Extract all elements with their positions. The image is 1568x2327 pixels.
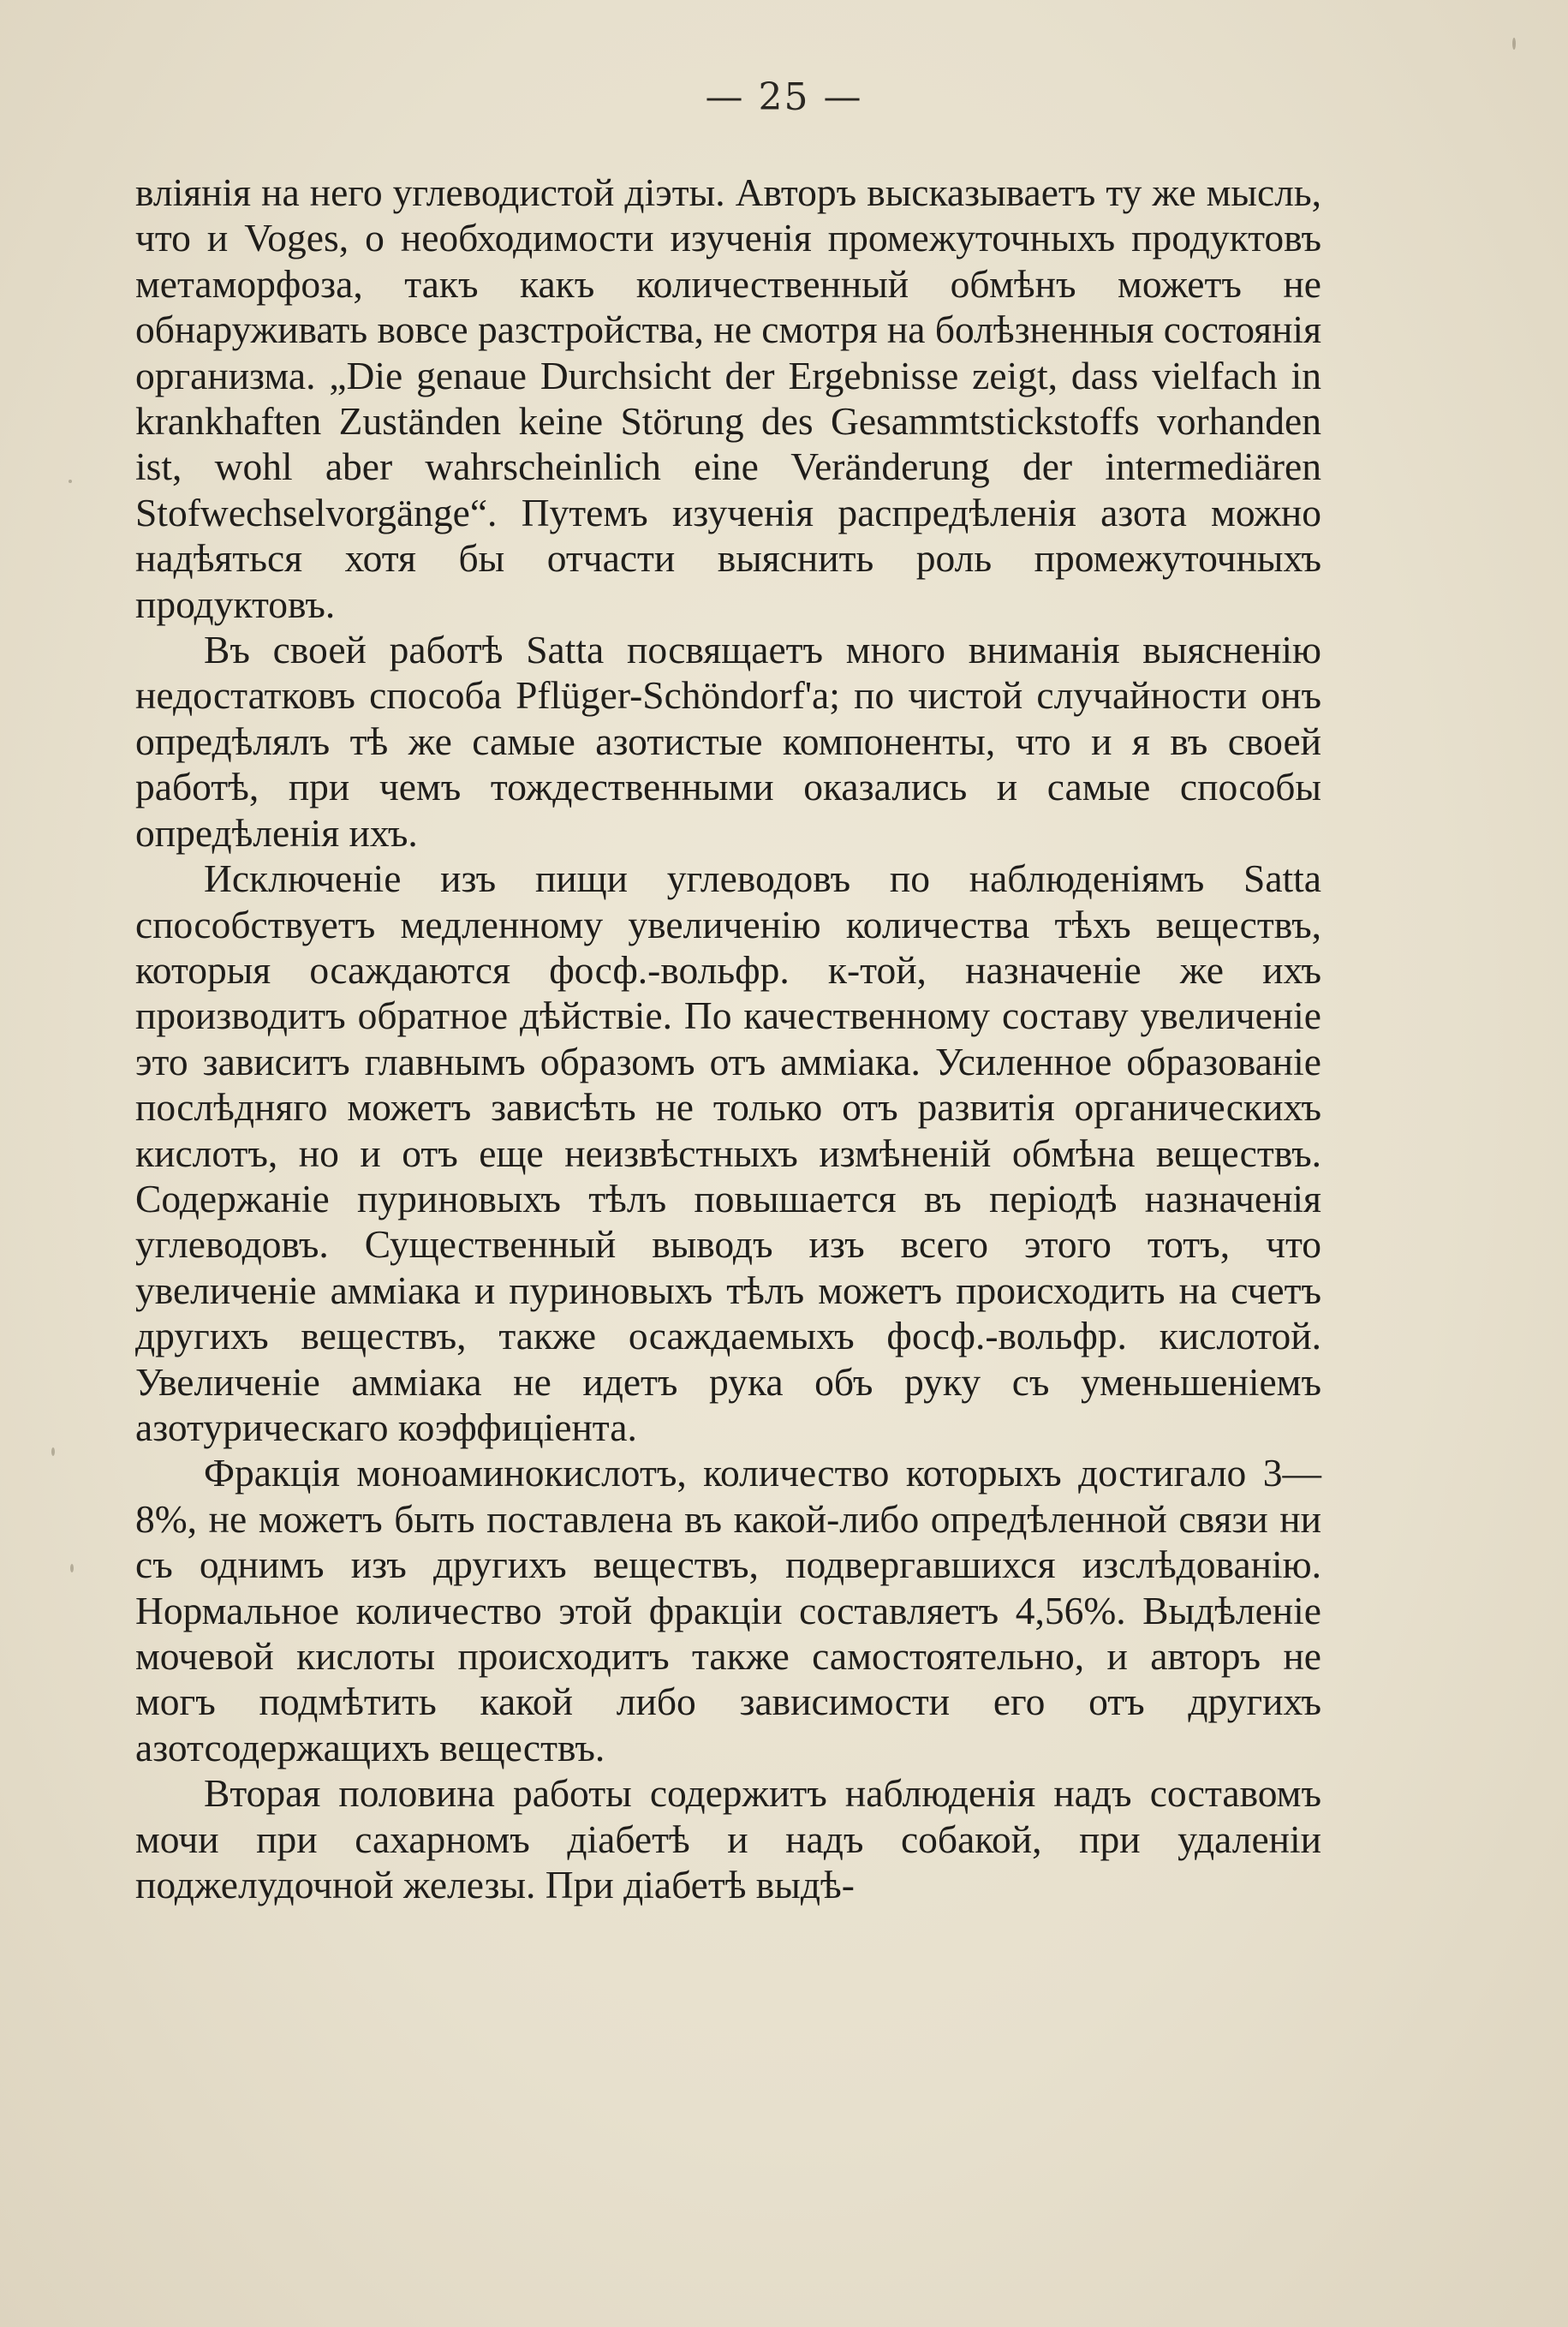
margin-mark xyxy=(69,480,72,483)
paragraph-3: Исключеніе изъ пищи углеводовъ по наблюденіямъ Satta способствуетъ медленному увеличенію количества тѣхъ веществъ, которыя осаждаются фосф.-вольфр. к-той, назначеніе же ихъ производитъ обратное дѣйствіе. По качественному составу увеличеніе это зависитъ главнымъ образомъ отъ аммiака. Усиленное образованіе послѣдняго можетъ зависѣть не только отъ развитія органическихъ кислотъ, но и отъ еще неизвѣстныхъ измѣненій обмѣна веществъ. Содержаніе пуриновыхъ тѣлъ повышается въ періодѣ назначенія углеводовъ. Существенный выводъ изъ всего этого тотъ, что увеличеніе аммiака и пуриновыхъ тѣлъ можетъ происходить на счетъ другихъ веществъ, также осаждаемыхъ фосф.-вольфр. кислотой. Увеличеніе аммiака не идетъ рука объ руку съ уменьшеніемъ азотурическаго коэффиціента. xyxy=(135,856,1321,1449)
paragraph-1: вліянія на него углеводистой діэты. Авторъ высказываетъ ту же мысль, что и Voges, о необходимости изученія промежуточныхъ продуктовъ метаморфоза, такъ какъ количественный обмѣнъ можетъ не обнаруживать вовсе разстройства, не смотря на болѣзненныя состоянія организма. „Die genaue Durchsicht der Ergebnisse zeigt, dass vielfach in krankhaften Zuständen keine Störung des Gesammtstickstoffs vorhanden ist, wohl aber wahrscheinlich eine Veränderung der intermediären Stofwechselvorgänge“. Путемъ изученія распредѣленія азота можно надѣяться хотя бы отчасти выяснить роль промежуточныхъ продуктовъ. xyxy=(135,170,1321,626)
margin-mark xyxy=(51,1447,55,1456)
paragraph-5: Вторая половина работы содержитъ наблюденія надъ составомъ мочи при сахарномъ діабетѣ и надъ собакой, при удаленіи поджелудочной железы. При діабетѣ выдѣ- xyxy=(135,1771,1321,1907)
page-number: — 25 — xyxy=(705,75,863,119)
paragraph-4: Фракція моноаминокислотъ, количество которыхъ достигало 3—8%, не можетъ быть поставлена въ какой-либо опредѣленной связи ни съ однимъ изъ другихъ веществъ, подвергавшихся изслѣдованію. Нормальное количество этой фракціи составляетъ 4,56%. Выдѣленіе мочевой кислоты происходитъ также самостоятельно, и авторъ не могъ подмѣтить какой либо зависимости его отъ другихъ азотсодержащихъ веществъ. xyxy=(135,1451,1321,1769)
paragraph-2: Въ своей работѣ Satta посвящаетъ много вниманія выясненію недостатковъ способа Pflüger-Schöndorf'a; по чистой случайности онъ опредѣлялъ тѣ же самые азотистые компоненты, что и я въ своей работѣ, при чемъ тождественными оказались и самые способы опредѣленія ихъ. xyxy=(135,628,1321,855)
margin-mark xyxy=(70,1564,74,1572)
margin-mark xyxy=(1512,38,1516,50)
body-text xyxy=(135,170,1321,1907)
